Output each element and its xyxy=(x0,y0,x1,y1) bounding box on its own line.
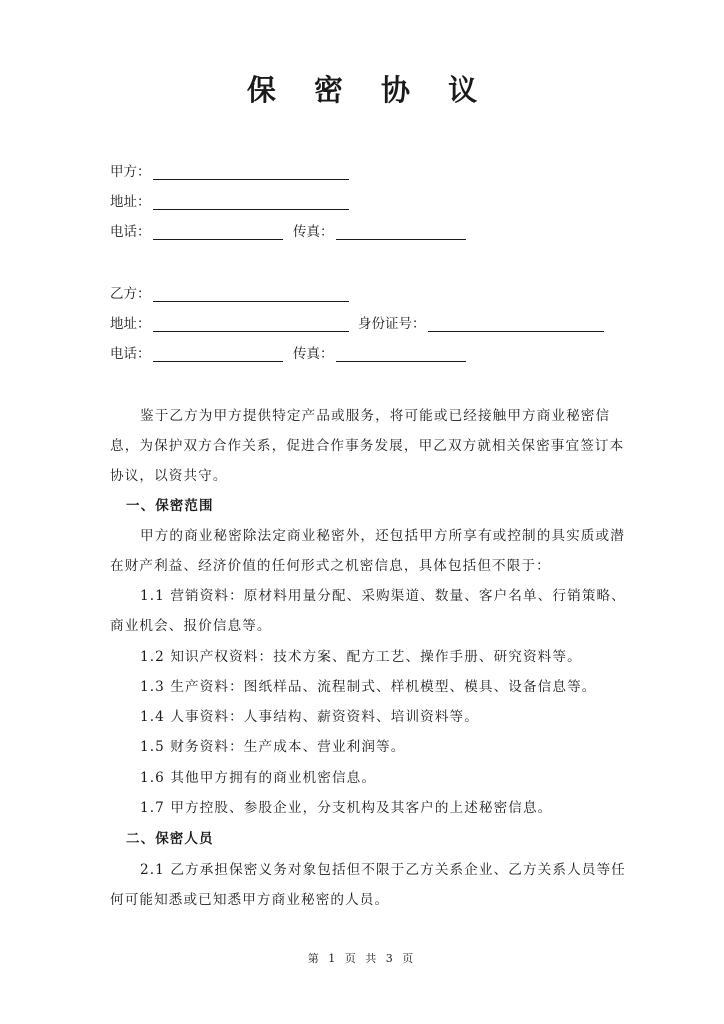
party-a-address-label: 地址： xyxy=(110,194,151,210)
intro-line-2: 息，为保护双方合作关系，促进合作事务发展，甲乙双方就相关保密事宜签订本 xyxy=(110,438,625,454)
section-1-item-1-line-1: 1.1 营销资料：原材料用量分配、采购渠道、数量、客户名单、行销策略、 xyxy=(140,588,626,604)
party-a-name-label: 甲方： xyxy=(110,164,151,180)
party-a-fax-field xyxy=(293,220,466,240)
intro-line-3: 协议，以资共守。 xyxy=(110,468,228,484)
party-b-name-blank[interactable] xyxy=(153,286,349,302)
party-b-fax-label: 传真： xyxy=(293,346,334,362)
section-2-item-1-line-1: 2.1 乙方承担保密义务对象包括但不限于乙方关系企业、乙方关系人员等任 xyxy=(140,862,626,878)
party-b-phone-label: 电话： xyxy=(110,346,151,362)
section-1-item-5: 1.5 财务资料：生产成本、营业利润等。 xyxy=(140,739,406,755)
party-b-phone-field xyxy=(110,342,283,362)
party-b-address-field xyxy=(110,312,349,332)
section-2-heading: 二、保密人员 xyxy=(126,831,214,847)
party-a-fax-label: 传真： xyxy=(293,224,334,240)
party-b-address-blank[interactable] xyxy=(153,316,349,332)
party-a-fax-blank[interactable] xyxy=(336,224,466,240)
party-b-name-field xyxy=(110,282,349,302)
party-a-address-field xyxy=(110,190,349,210)
section-1-item-2: 1.2 知识产权资料：技术方案、配方工艺、操作手册、研究资料等。 xyxy=(140,649,582,665)
party-b-phone-blank[interactable] xyxy=(153,346,283,362)
party-b-fax-field xyxy=(293,342,466,362)
section-1-item-6: 1.6 其他甲方拥有的商业机密信息。 xyxy=(140,770,377,786)
party-a-name-blank[interactable] xyxy=(153,164,349,180)
section-1-item-1-line-2: 商业机会、报价信息等。 xyxy=(110,618,272,634)
party-b-id-blank[interactable] xyxy=(428,316,604,332)
party-b-address-label: 地址： xyxy=(110,316,151,332)
section-1-para-line-1: 甲方的商业秘密除法定商业秘密外，还包括甲方所享有或控制的具实质或潜 xyxy=(140,528,625,544)
party-b-id-field xyxy=(358,312,604,332)
party-a-phone-blank[interactable] xyxy=(153,224,283,240)
section-1-item-3: 1.3 生产资料：图纸样品、流程制式、样机模型、模具、设备信息等。 xyxy=(140,679,597,695)
party-b-name-label: 乙方： xyxy=(110,286,151,302)
section-1-para-line-2: 在财产利益、经济价值的任何形式之机密信息，具体包括但不限于： xyxy=(110,558,551,574)
section-1-heading: 一、保密范围 xyxy=(126,498,214,514)
section-1-item-7: 1.7 甲方控股、参股企业，分支机构及其客户的上述秘密信息。 xyxy=(140,800,553,816)
party-a-address-blank[interactable] xyxy=(153,194,349,210)
section-2-item-1-line-2: 何可能知悉或已知悉甲方商业秘密的人员。 xyxy=(110,892,390,908)
document-title: 保 密 协 议 xyxy=(246,73,492,107)
party-b-id-label: 身份证号： xyxy=(358,316,426,332)
section-1-item-4: 1.4 人事资料：人事结构、薪资资料、培训资料等。 xyxy=(140,709,479,725)
intro-line-1: 鉴于乙方为甲方提供特定产品或服务，将可能或已经接触甲方商业秘密信 xyxy=(140,408,611,424)
party-a-name-field xyxy=(110,160,349,180)
party-a-phone-field xyxy=(110,220,283,240)
party-b-fax-blank[interactable] xyxy=(336,346,466,362)
party-a-phone-label: 电话： xyxy=(110,224,151,240)
page-number-footer: 第 1 页 共 3 页 xyxy=(307,952,417,965)
